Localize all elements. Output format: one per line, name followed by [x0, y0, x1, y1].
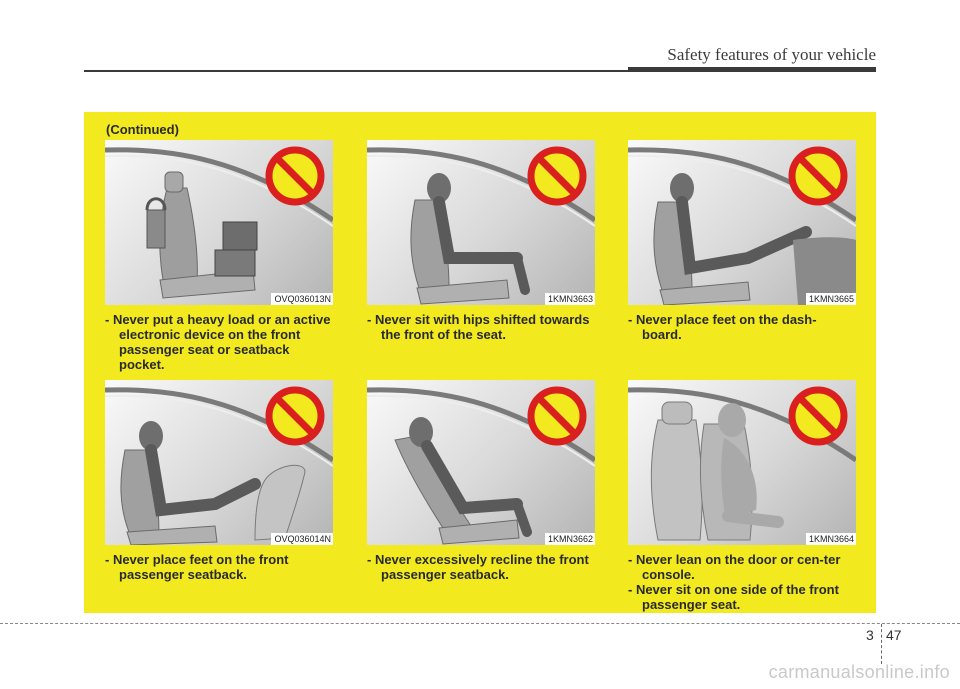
warning-item-feet-dashboard — [628, 140, 856, 342]
caption-line: - Never sit with hips shifted towards the front of the seat. — [367, 312, 590, 342]
footer-rule — [0, 623, 960, 624]
prohibition-sign-icon — [628, 140, 856, 305]
illustration-recline — [367, 380, 595, 545]
caption-line: - Never place feet on the front passenger seatback. — [105, 552, 289, 582]
illustration-hips-shifted — [367, 140, 595, 305]
warning-item-feet-seatback — [105, 380, 333, 582]
figure-code: 1KMN3662 — [545, 533, 595, 545]
figure-code: OVQ036014N — [271, 533, 333, 545]
warning-item-heavy-load — [105, 140, 333, 372]
caption-line: - Never excessively recline the front passenger seatback. — [367, 552, 589, 582]
warning-item-hips-shifted — [367, 140, 595, 342]
warning-caption — [367, 552, 595, 582]
warning-caption — [105, 312, 333, 372]
figure-code: OVQ036013N — [271, 293, 333, 305]
footer-divider — [881, 624, 882, 664]
warning-item-recline — [367, 380, 595, 582]
caption-line: - Never place feet on the dash-board. — [628, 312, 817, 342]
warning-caption — [105, 552, 333, 582]
prohibition-sign-icon — [628, 380, 856, 545]
warning-item-lean-door — [628, 380, 856, 612]
illustration-feet-seatback — [105, 380, 333, 545]
warning-panel — [84, 112, 876, 613]
page-number: 47 — [886, 627, 902, 643]
warning-caption — [367, 312, 595, 342]
prohibition-sign-icon — [105, 140, 333, 305]
warning-caption — [628, 312, 856, 342]
figure-code: 1KMN3665 — [806, 293, 856, 305]
figure-code: 1KMN3664 — [806, 533, 856, 545]
prohibition-sign-icon — [105, 380, 333, 545]
continued-label: (Continued) — [106, 122, 179, 137]
prohibition-sign-icon — [367, 380, 595, 545]
caption-line: - Never sit on one side of the front passenger seat. — [628, 582, 839, 612]
caption-line: - Never lean on the door or cen-ter console. — [628, 552, 841, 582]
watermark: carmanualsonline.info — [768, 662, 950, 682]
warning-caption — [628, 552, 856, 612]
section-title: Safety features of your vehicle — [667, 45, 876, 64]
illustration-lean-door — [628, 380, 856, 545]
illustration-feet-dashboard — [628, 140, 856, 305]
figure-code: 1KMN3663 — [545, 293, 595, 305]
caption-line: - Never put a heavy load or an active electronic device on the front passenger seat or seatback pocket. — [105, 312, 331, 372]
header-rule-accent — [628, 67, 876, 72]
illustration-heavy-load — [105, 140, 333, 305]
chapter-number: 3 — [866, 627, 874, 643]
prohibition-sign-icon — [367, 140, 595, 305]
